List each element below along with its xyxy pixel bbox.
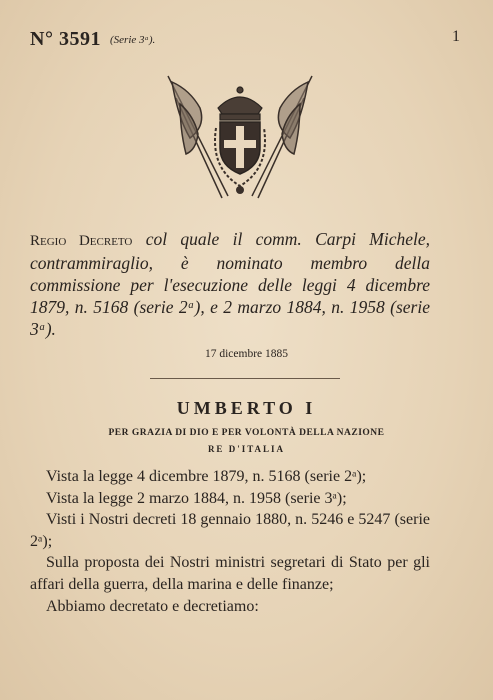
king-name: UMBERTO I [176, 398, 317, 418]
decree-body [30, 466, 430, 617]
paragraph: Vista la legge 2 marzo 1884, n. 1958 (serie 3ᵃ); [46, 489, 347, 507]
paragraph: Abbiamo decretato e decretiamo: [46, 597, 259, 615]
separator-line [150, 378, 340, 379]
header [30, 28, 460, 52]
series-label: (Serie 3ᵃ). [110, 34, 156, 46]
decree-title-lead: Regio Decreto [30, 233, 133, 249]
decree-title [30, 228, 430, 340]
royal-title: RE D'ITALIA [207, 444, 286, 454]
paragraph: Sulla proposta dei Nostri ministri segretari di Stato per gli affari della guerra, della marina e delle finanze; [30, 554, 430, 593]
paragraph: Vista la legge 4 dicembre 1879, n. 5168 (serie 2ᵃ); [46, 468, 367, 485]
royal-formula: PER GRAZIA DI DIO E PER VOLONTÀ DELLA NAZIONE [108, 428, 385, 438]
decree-title-text: col quale il comm. Carpi Michele, contrammiraglio, è nominato membro della commissione per l'esecuzione delle leggi 4 dicembre 1879, n. 5168 (serie 2ᵃ), e 2 marzo 1884, n. 1958 (serie 3ᵃ). [30, 229, 430, 339]
decree-number: N° 3591 [30, 28, 101, 50]
decree-date: 17 dicembre 1885 [204, 348, 289, 360]
savoy-coat-of-arms-icon [160, 68, 320, 208]
paragraph: Visti i Nostri decreti 18 gennaio 1880, n. 5246 e 5247 (serie 2ᵃ); [30, 511, 430, 550]
page-number: 1 [452, 28, 460, 45]
